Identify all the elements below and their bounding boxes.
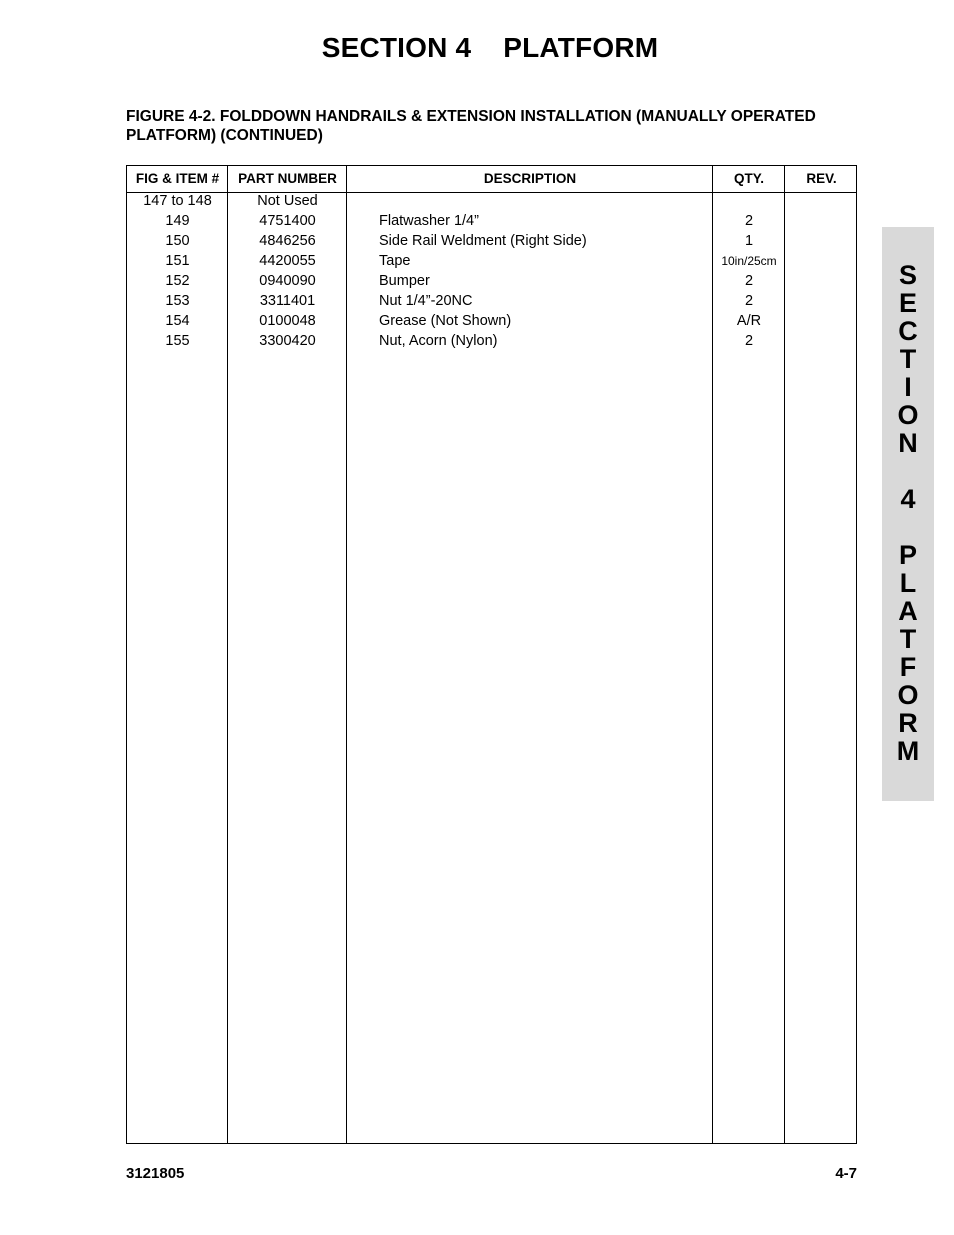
cell-part-number: 3311401 [259,293,316,309]
cell-rev [785,212,858,232]
table-row [127,252,856,272]
table-row [127,332,856,352]
table-row [127,212,856,232]
cell-part-number: 4846256 [259,233,316,249]
cell-description: Flatwasher 1/4” [379,213,479,229]
side-tab-letter: T [899,624,917,654]
section-title: SECTION 4 PLATFORM [321,32,659,63]
cell-qty: 10in/25cm [721,254,777,268]
side-tab-letter: O [897,400,919,430]
cell-part-number: 4420055 [259,253,316,269]
cell-part-number: 0100048 [259,313,316,329]
cell-qty: 1 [744,233,754,249]
cell-fig-item: 150 [165,233,190,249]
cell-rev [785,272,858,292]
header-rev: REV. [806,171,837,186]
side-tab-letter: O [897,680,919,710]
page-number: 4-7 [835,1165,857,1182]
header-part-number: PART NUMBER [238,171,337,186]
side-tab-letter: P [898,540,917,570]
side-tab-letter: R [898,708,918,738]
cell-fig-item: 151 [165,253,190,269]
cell-qty: 2 [744,273,754,289]
cell-rev [785,252,858,272]
side-tab-letter: L [899,568,917,598]
side-tab-letter: 4 [900,484,916,514]
cell-rev [785,332,858,352]
cell-qty: 2 [744,333,754,349]
cell-qty: 2 [744,293,754,309]
side-tab-letter: C [898,316,918,346]
cell-qty: 2 [744,213,754,229]
side-tab-letter: E [898,288,917,318]
table-row [127,192,856,212]
cell-description [379,192,709,212]
cell-description: Grease (Not Shown) [379,313,512,329]
cell-part-number: 4751400 [259,213,316,229]
cell-part-number: Not Used [257,193,318,209]
side-tab-letter [882,513,934,541]
cell-part-number: 3300420 [259,333,316,349]
side-tab-letter: S [898,260,917,290]
section-side-tab [882,227,934,801]
side-tab-letter: M [896,736,920,766]
cell-description: Side Rail Weldment (Right Side) [379,233,587,249]
side-tab-letter: F [899,652,917,682]
cell-qty: A/R [736,313,762,329]
table-row [127,312,856,332]
header-qty: QTY. [733,171,764,186]
cell-description: Bumper [379,273,430,289]
cell-fig-item: 155 [165,333,190,349]
side-tab-letter: N [898,428,918,458]
header-fig-item: FIG & ITEM # [135,171,220,186]
table-row [127,272,856,292]
cell-part-number: 0940090 [259,273,316,289]
cell-rev [785,192,858,212]
side-tab-letter: A [898,596,918,626]
table-row [127,232,856,252]
cell-description: Nut, Acorn (Nylon) [379,333,498,349]
cell-rev [785,292,858,312]
cell-fig-item: 153 [165,293,190,309]
cell-fig-item: 149 [165,213,190,229]
side-tab-letter: I [904,372,912,402]
side-tab-letter [882,457,934,485]
cell-fig-item: 154 [165,313,190,329]
cell-fig-item: 147 to 148 [143,193,212,209]
cell-rev [785,232,858,252]
cell-description: Nut 1/4”-20NC [379,293,473,309]
header-description: DESCRIPTION [483,171,577,186]
document-number: 3121805 [126,1165,185,1182]
cell-rev [785,312,858,332]
cell-description: Tape [379,253,411,269]
figure-title: FIGURE 4-2. FOLDDOWN HANDRAILS & EXTENSION INSTALLATION (MANUALLY OPERATED PLATFORM) (CONTINUED) [126,108,816,144]
parts-table [126,165,857,1144]
cell-qty [713,192,785,212]
cell-fig-item: 152 [165,273,190,289]
table-header [127,166,856,193]
table-row [127,292,856,312]
side-tab-letter: T [899,344,917,374]
